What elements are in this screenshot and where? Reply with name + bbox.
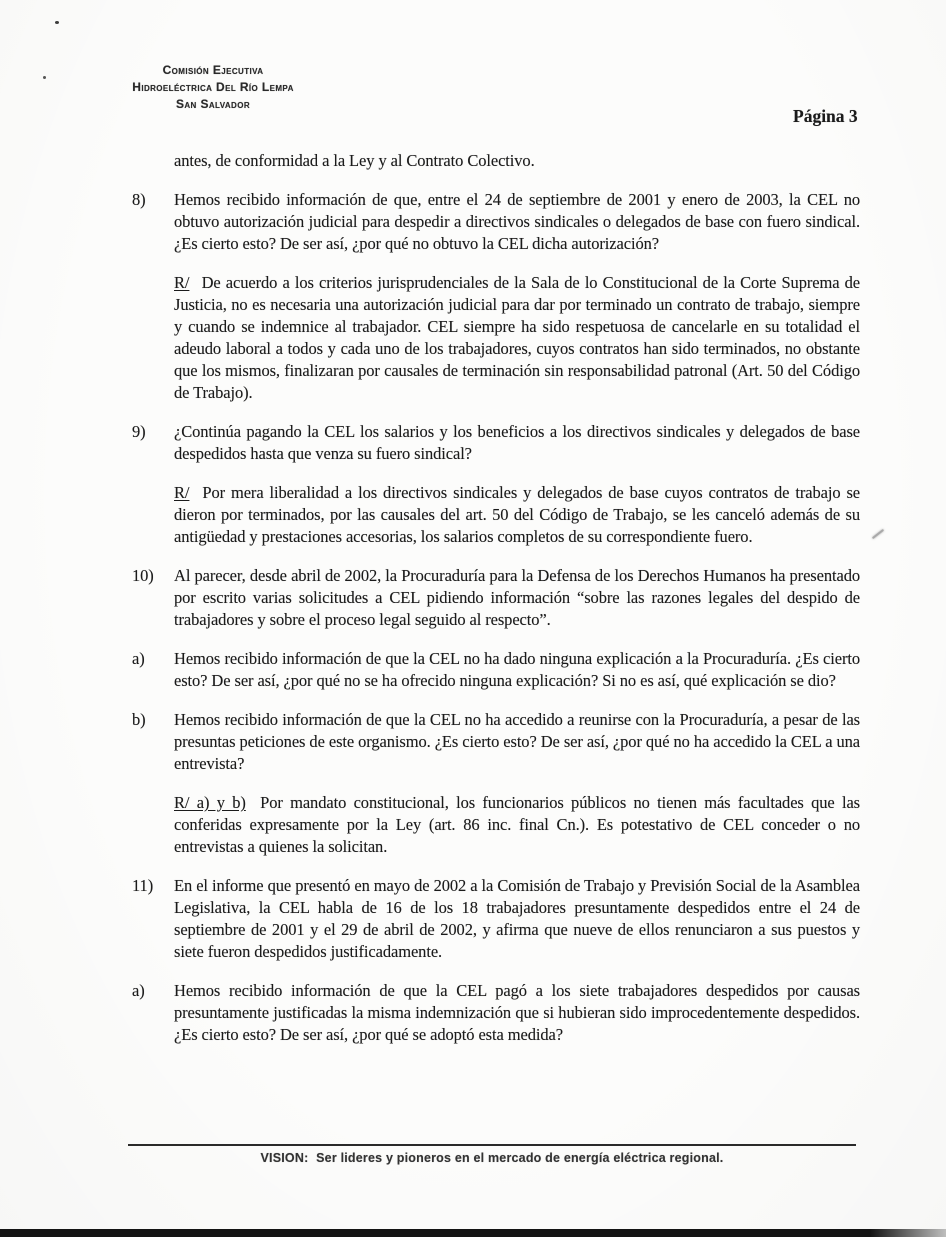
paragraph-text: Hemos recibido información de que la CEL pagó a los siete trabajadores despedidos por causas presuntamente justificadas la misma indemnización que si hubieran sido improcedentemente despedidos. ¿Es cierto esto? De ser así, ¿por qué se adoptó esta medida? [174,981,860,1044]
paragraph-row [132,272,860,404]
scan-speck-icon [43,76,46,79]
paragraph-text: De acuerdo a los criterios jurisprudenciales de la Sala de lo Constitucional de la Corte Suprema de Justicia, no es necesaria una autorización judicial para dar por terminado un contrato de trabajo, siempre y cuando se indemnice al trabajador. CEL siempre ha sido respetuosa de cancelarle en su totalidad el adeudo laboral a todos y cada uno de los trabajadores, cuyos contratos han sido terminados, no obstante que los mismos, finalizaran por causales de terminación sin responsabilidad patronal (Art. 50 del Código de Trabajo). [174,273,860,402]
paragraph-row [132,189,860,255]
page-number: Página 3 [793,106,858,126]
paragraph-text: antes, de conformidad a la Ley y al Contrato Colectivo. [174,151,535,170]
item-label: 10) [132,566,154,585]
paragraph-row [132,421,860,465]
paragraph-row [132,565,860,631]
scan-edge-bar [0,1229,946,1237]
paragraph-text-block [174,565,860,631]
paragraph-text-block [174,421,860,465]
item-label: b) [132,710,146,729]
paragraph-text-block [174,792,860,858]
paragraph-text: ¿Continúa pagando la CEL los salarios y los beneficios a los directivos sindicales y delegados de base despedidos hasta que venza su fuero sindical? [174,422,860,463]
footer-rule [128,1144,856,1146]
scan-speck-icon [55,21,59,24]
paragraph-row [132,875,860,963]
paragraph-text-block [174,189,860,255]
paragraph-row [132,792,860,858]
answer-prefix: R/ a) y b) [174,793,246,812]
paragraph-text-block [174,648,860,692]
paragraph-row [132,980,860,1046]
footer-vision-text: Ser lideres y pioneros en el mercado de energía eléctrica regional. [316,1151,724,1165]
answer-prefix: R/ [174,273,190,292]
paragraph-text-block [174,980,860,1046]
letterhead-line-2: Hidroeléctrica Del Río Lempa [132,80,294,94]
paragraph-text-block [174,482,860,548]
paragraph-text: Por mera liberalidad a los directivos sindicales y delegados de base cuyos contratos de trabajo se dieron por terminados, por las causales del art. 50 del Código de Trabajo, se les canceló además de su antigüedad y prestaciones accesorias, los salarios completos de su correspondiente fuero. [174,483,860,546]
footer-vision-statement [128,1151,856,1165]
paragraph-text: Hemos recibido información de que, entre el 24 de septiembre de 2001 y enero de 2003, la CEL no obtuvo autorización judicial para despedir a directivos sindicales o delegados de base con fuero sindical. ¿Es cierto esto? De ser así, ¿por qué no obtuvo la CEL dicha autorización? [174,190,860,253]
paragraph-text: Hemos recibido información de que la CEL no ha dado ninguna explicación a la Procuraduría. ¿Es cierto esto? De ser así, ¿por qué no se ha ofrecido ninguna explicación? Si no es así, qué explicación se dio? [174,649,860,690]
item-label: 11) [132,876,154,895]
paragraph-text: En el informe que presentó en mayo de 2002 a la Comisión de Trabajo y Previsión Social de la Asamblea Legislativa, la CEL habla de 16 de los 18 trabajadores presuntamente despedidos entre el 24 de septiembre de 2001 y el 29 de abril de 2002, y afirma que nueve de ellos renunciaron a sus puestos y siete fueron despedidos justificadamente. [174,876,860,961]
paragraph-row [132,648,860,692]
paragraph-row [132,482,860,548]
paragraph-text: Por mandato constitucional, los funcionarios públicos no tienen más facultades que las conferidas expresamente por la Ley (art. 86 inc. final Cn.). Es potestativo de CEL conceder o no entrevistas a quienes la solicitan. [174,793,860,856]
paragraph-text-block [174,709,860,775]
footer-vision-label: VISION: [260,1151,309,1165]
paragraph-text: Hemos recibido información de que la CEL no ha accedido a reunirse con la Procuraduría, a pesar de las presuntas peticiones de este organismo. ¿Es cierto esto? De ser así, ¿por qué no ha accedido la CEL a una entrevista? [174,710,860,773]
item-label: a) [132,981,145,1000]
letterhead-line-1: Comisión Ejecutiva [162,63,264,77]
item-label: 8) [132,190,146,209]
paragraph-row [132,150,860,172]
paragraph-row [132,709,860,775]
letterhead [88,62,338,113]
answer-prefix: R/ [174,483,190,502]
paragraph-text-block [174,875,860,963]
item-label: a) [132,649,145,668]
paragraph-text-block [174,150,860,172]
paragraph-text-block [174,272,860,404]
document-body [0,150,946,1063]
item-label: 9) [132,422,146,441]
paragraph-text: Al parecer, desde abril de 2002, la Procuraduría para la Defensa de los Derechos Humanos ha presentado por escrito varias solicitudes a CEL pidiendo información “sobre las razones legales del despido de trabajadores y sobre el proceso legal seguido al respecto”. [174,566,860,629]
letterhead-line-3: San Salvador [175,97,251,111]
